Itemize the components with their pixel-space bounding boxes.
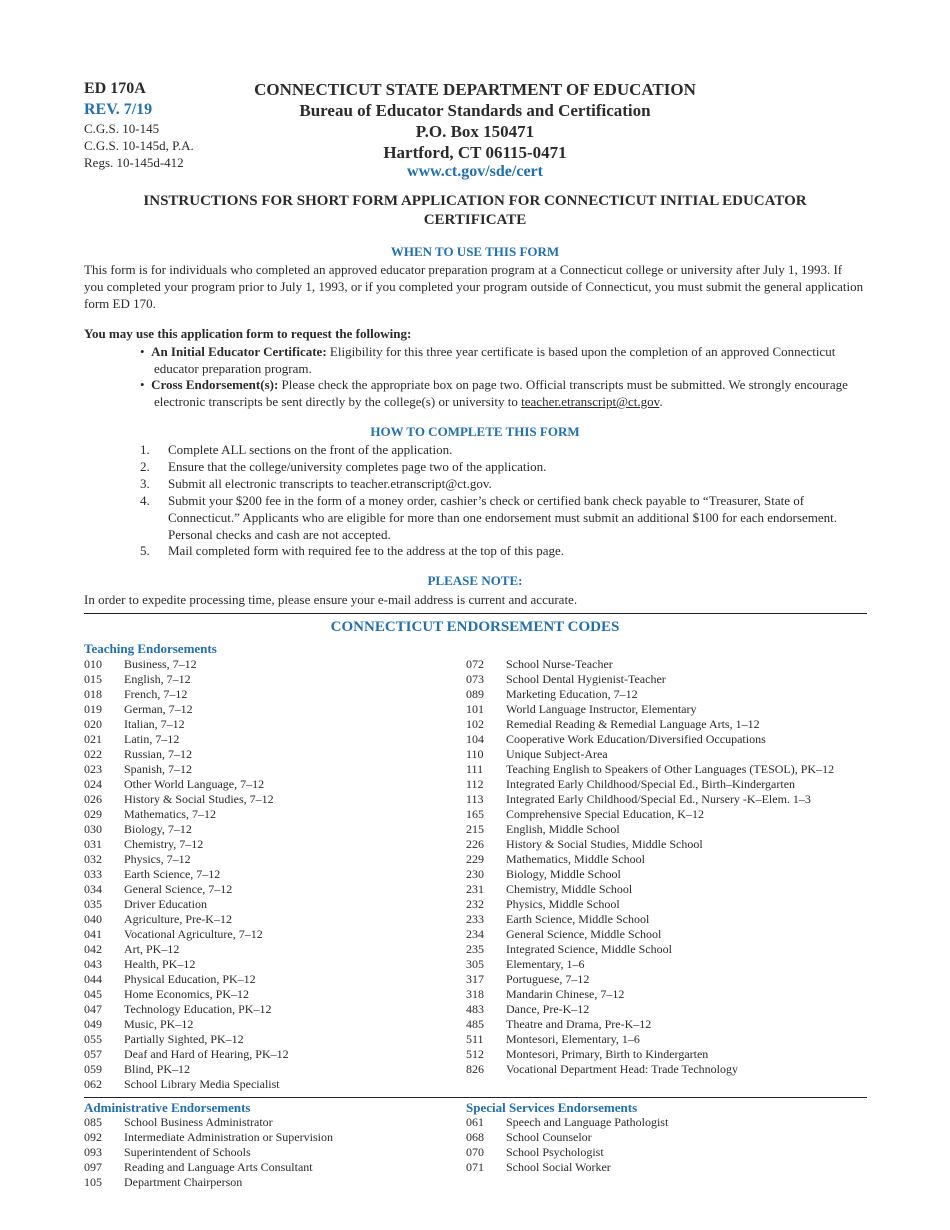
endorsement-row (466, 777, 834, 792)
endorsement-code: 073 (466, 672, 484, 686)
note-paragraph: In order to expedite processing time, please ensure your e-mail address is current and accurate. (84, 592, 578, 607)
endorsement-name: Comprehensive Special Education, K–12 (506, 807, 704, 821)
endorsement-name: General Science, 7–12 (124, 882, 233, 896)
endorsement-name: German, 7–12 (124, 702, 193, 716)
endorsement-row (466, 732, 834, 747)
endorsement-name: Remedial Reading & Remedial Language Arts, 1–12 (506, 717, 760, 731)
endorsement-name: Integrated Science, Middle School (506, 942, 672, 956)
endorsement-row (84, 777, 289, 792)
endorsement-row (466, 987, 834, 1002)
endorsement-row (84, 852, 289, 867)
endorsement-row (466, 1017, 834, 1032)
endorsement-row (84, 927, 289, 942)
endorsement-row (466, 747, 834, 762)
administrative-heading: Administrative Endorsements (84, 1100, 251, 1115)
endorsement-name: Biology, Middle School (506, 867, 621, 881)
city-address: Hartford, CT 06115-0471 (383, 143, 567, 162)
endorsement-code: 044 (84, 972, 102, 986)
endorsement-row (84, 792, 289, 807)
endorsement-row (466, 942, 834, 957)
endorsement-row (84, 987, 289, 1002)
website-link[interactable]: www.ct.gov/sde/cert (407, 163, 543, 180)
endorsement-code: 101 (466, 702, 484, 716)
endorsement-row (466, 822, 834, 837)
endorsement-code: 229 (466, 852, 484, 866)
endorsement-name: Mathematics, Middle School (506, 852, 645, 866)
endorsement-code: 318 (466, 987, 484, 1001)
endorsement-row (84, 672, 289, 687)
endorsement-row (84, 1062, 289, 1077)
endorsement-code: 019 (84, 702, 102, 716)
endorsement-name: Physics, 7–12 (124, 852, 191, 866)
endorsement-code: 112 (466, 777, 484, 791)
endorsement-code: 010 (84, 657, 102, 671)
statute-3: Regs. 10-145d-412 (84, 155, 184, 170)
endorsement-row (466, 762, 834, 777)
endorsement-code: 105 (84, 1175, 102, 1189)
endorsement-name: Montesori, Elementary, 1–6 (506, 1032, 640, 1046)
endorsement-code: 059 (84, 1062, 102, 1076)
endorsement-row (466, 867, 834, 882)
endorsement-name: Integrated Early Childhood/Special Ed., Birth–Kindergarten (506, 777, 796, 791)
endorsement-row (466, 717, 834, 732)
endorsement-row (466, 957, 834, 972)
endorsement-name: School Psychologist (506, 1145, 604, 1159)
po-box: P.O. Box 150471 (415, 122, 535, 141)
endorsement-name: School Library Media Specialist (124, 1077, 280, 1091)
endorsement-code: 234 (466, 927, 484, 941)
endorsement-code: 215 (466, 822, 484, 836)
teaching-list-right (466, 657, 834, 1077)
use-heading: You may use this application form to request the following: (84, 326, 412, 341)
endorsement-code: 826 (466, 1062, 484, 1076)
endorsement-name: History & Social Studies, Middle School (506, 837, 703, 851)
bullet-label: An Initial Educator Certificate: (151, 344, 327, 359)
statute-1: C.G.S. 10-145 (84, 121, 160, 136)
endorsement-row (466, 792, 834, 807)
teaching-list-left (84, 657, 289, 1092)
endorsement-code: 020 (84, 717, 102, 731)
endorsement-name: Reading and Language Arts Consultant (124, 1160, 313, 1174)
step-number: 5. (140, 543, 150, 558)
endorsement-name: Chemistry, Middle School (506, 882, 633, 896)
endorsement-row (84, 807, 289, 822)
teaching-heading: Teaching Endorsements (84, 641, 217, 656)
endorsement-name: World Language Instructor, Elementary (506, 702, 697, 716)
bullet-label: Cross Endorsement(s): (151, 377, 279, 392)
endorsement-code: 041 (84, 927, 102, 941)
endorsement-code: 024 (84, 777, 102, 791)
endorsement-code: 018 (84, 687, 102, 701)
how-heading: HOW TO COMPLETE THIS FORM (370, 424, 580, 439)
endorsement-code: 317 (466, 972, 484, 986)
endorsement-row (84, 837, 289, 852)
endorsement-name: Montesori, Primary, Birth to Kindergarten (506, 1047, 709, 1061)
endorsement-row (84, 702, 289, 717)
endorsement-name: Chemistry, 7–12 (124, 837, 204, 851)
page-title: INSTRUCTIONS FOR SHORT FORM APPLICATION FOR CONNECTICUT INITIAL EDUCATOR CERTIFICATE (143, 193, 807, 228)
endorsement-name: Art, PK–12 (124, 942, 180, 956)
endorsement-name: Italian, 7–12 (124, 717, 185, 731)
endorsement-row (84, 1032, 289, 1047)
transcript-email-link[interactable]: teacher.etranscript@ct.gov (521, 394, 660, 409)
divider (84, 613, 867, 614)
note-heading: PLEASE NOTE: (427, 573, 523, 588)
endorsement-code: 093 (84, 1145, 102, 1159)
endorsement-code: 022 (84, 747, 102, 761)
department-name: CONNECTICUT STATE DEPARTMENT OF EDUCATION (254, 80, 696, 99)
endorsement-code: 026 (84, 792, 102, 806)
special-services-list (466, 1115, 668, 1175)
endorsement-code: 043 (84, 957, 102, 971)
endorsement-code: 113 (466, 792, 484, 806)
endorsement-code: 029 (84, 807, 102, 821)
endorsement-code: 045 (84, 987, 102, 1001)
endorsement-name: Teaching English to Speakers of Other Languages (TESOL), PK–12 (506, 762, 835, 776)
endorsement-code: 097 (84, 1160, 102, 1174)
endorsement-code: 233 (466, 912, 484, 926)
endorsement-name: Partially Sighted, PK–12 (124, 1032, 244, 1046)
endorsement-code: 110 (466, 747, 484, 761)
endorsement-name: Agriculture, Pre-K–12 (124, 912, 232, 926)
endorsement-row (84, 882, 289, 897)
endorsement-name: Business, 7–12 (124, 657, 197, 671)
endorsement-name: Theatre and Drama, Pre-K–12 (506, 1017, 652, 1031)
endorsement-name: English, Middle School (506, 822, 620, 836)
endorsement-name: Russian, 7–12 (124, 747, 193, 761)
endorsement-name: Speech and Language Pathologist (506, 1115, 669, 1129)
endorsement-code: 040 (84, 912, 102, 926)
endorsement-code: 032 (84, 852, 102, 866)
endorsement-row (466, 852, 834, 867)
endorsement-code: 070 (466, 1145, 484, 1159)
endorsement-name: School Nurse-Teacher (506, 657, 613, 671)
step-number: 4. (140, 493, 150, 508)
special-services-heading: Special Services Endorsements (466, 1100, 638, 1115)
endorsement-name: History & Social Studies, 7–12 (124, 792, 274, 806)
endorsement-code: 092 (84, 1130, 102, 1144)
endorsement-name: Physical Education, PK–12 (124, 972, 256, 986)
endorsement-row (466, 657, 834, 672)
endorsement-row (84, 1145, 333, 1160)
form-id: ED 170A (84, 80, 146, 97)
endorsement-row (466, 672, 834, 687)
endorsement-name: Spanish, 7–12 (124, 762, 193, 776)
endorsement-code: 230 (466, 867, 484, 881)
endorsement-name: Health, PK–12 (124, 957, 196, 971)
endorsement-name: Portuguese, 7–12 (506, 972, 590, 986)
endorsement-code: 232 (466, 897, 484, 911)
endorsement-code: 047 (84, 1002, 102, 1016)
endorsement-row (466, 927, 834, 942)
endorsement-code: 483 (466, 1002, 484, 1016)
endorsement-code: 305 (466, 957, 484, 971)
step-4 (140, 492, 860, 543)
revision: REV. 7/19 (84, 101, 153, 118)
endorsement-code: 165 (466, 807, 484, 821)
endorsement-code: 511 (466, 1032, 484, 1046)
endorsement-row (84, 897, 289, 912)
endorsement-code: 042 (84, 942, 102, 956)
endorsement-name: Unique Subject-Area (506, 747, 608, 761)
step-2 (140, 458, 860, 475)
endorsement-name: Other World Language, 7–12 (124, 777, 265, 791)
endorsement-row (466, 912, 834, 927)
endorsement-row (84, 732, 289, 747)
endorsement-code: 030 (84, 822, 102, 836)
endorsement-name: Vocational Agriculture, 7–12 (124, 927, 263, 941)
endorsement-row (466, 1032, 834, 1047)
endorsement-name: Cooperative Work Education/Diversified Occupations (506, 732, 766, 746)
endorsement-code: 231 (466, 882, 484, 896)
endorsement-row (466, 1145, 668, 1160)
step-5 (140, 542, 860, 559)
endorsement-name: French, 7–12 (124, 687, 188, 701)
bullet-cross-endorsement: • Cross Endorsement(s): Please check the appropriate box on page two. Official transcripts must be submitted. We strongly encourage electronic transcripts be sent directly by the college(s) or university to teacher.etranscript@ct.gov. (140, 377, 848, 409)
endorsement-name: School Counselor (506, 1130, 592, 1144)
endorsement-row (84, 822, 289, 837)
endorsement-code: 035 (84, 897, 102, 911)
endorsement-code: 226 (466, 837, 484, 851)
endorsement-row (84, 957, 289, 972)
endorsement-code: 021 (84, 732, 102, 746)
endorsement-row (466, 1160, 668, 1175)
endorsement-row (84, 687, 289, 702)
divider (84, 1097, 867, 1098)
endorsement-row (466, 882, 834, 897)
endorsement-name: Earth Science, Middle School (506, 912, 650, 926)
administrative-list (84, 1115, 333, 1190)
bullet-end: . (659, 394, 663, 409)
endorsement-row (466, 897, 834, 912)
endorsement-code: 072 (466, 657, 484, 671)
endorsement-name: Integrated Early Childhood/Special Ed., Nursery -K–Elem. 1–3 (506, 792, 811, 806)
endorsement-row (84, 1115, 333, 1130)
endorsement-name: Mathematics, 7–12 (124, 807, 216, 821)
endorsement-row (84, 1017, 289, 1032)
endorsement-code: 015 (84, 672, 102, 686)
endorsement-code: 033 (84, 867, 102, 881)
step-number: 3. (140, 476, 150, 491)
endorsement-row (466, 1047, 834, 1062)
endorsement-code: 057 (84, 1047, 102, 1061)
endorsement-code: 102 (466, 717, 484, 731)
endorsement-code: 111 (466, 762, 484, 776)
endorsement-row (84, 657, 289, 672)
step-text: Ensure that the college/university completes page two of the application. (168, 459, 547, 474)
endorsement-name: Superintendent of Schools (124, 1145, 251, 1159)
endorsement-name: School Dental Hygienist-Teacher (506, 672, 666, 686)
when-heading: WHEN TO USE THIS FORM (390, 244, 560, 259)
endorsement-name: Earth Science, 7–12 (124, 867, 221, 881)
endorsement-row (84, 1130, 333, 1145)
endorsement-code: 512 (466, 1047, 484, 1061)
endorsement-row (84, 762, 289, 777)
endorsement-row (466, 702, 834, 717)
endorsement-row (466, 807, 834, 822)
endorsement-row (84, 942, 289, 957)
bureau-name: Bureau of Educator Standards and Certification (299, 101, 651, 120)
when-paragraph: This form is for individuals who completed an approved educator preparation program at a Connecticut college or university after July 1, 1993. If you completed your program prior to July 1, 1993, or if you completed your program outside of Connecticut, you must submit the general application form ED 170. (84, 262, 864, 311)
bullet-text: Eligibility for this three year certificate is based upon the completion of an approved Connecticut educator preparation program. (154, 344, 836, 376)
endorsement-row (84, 1175, 333, 1190)
codes-heading: CONNECTICUT ENDORSEMENT CODES (330, 619, 620, 635)
endorsement-row (84, 1002, 289, 1017)
endorsement-row (84, 1077, 289, 1092)
step-3 (140, 475, 860, 492)
endorsement-row (84, 972, 289, 987)
endorsement-name: Deaf and Hard of Hearing, PK–12 (124, 1047, 289, 1061)
endorsement-row (84, 1160, 333, 1175)
bullet-initial-certificate: • An Initial Educator Certificate: Eligibility for this three year certificate is based upon the completion of an approved Connecticut educator preparation program. (140, 344, 836, 376)
endorsement-code: 068 (466, 1130, 484, 1144)
endorsement-row (466, 1115, 668, 1130)
endorsement-name: Physics, Middle School (506, 897, 620, 911)
endorsement-name: Marketing Education, 7–12 (506, 687, 638, 701)
endorsement-row (466, 687, 834, 702)
step-number: 2. (140, 459, 150, 474)
endorsement-name: Latin, 7–12 (124, 732, 180, 746)
endorsement-name: Technology Education, PK–12 (124, 1002, 272, 1016)
endorsement-code: 104 (466, 732, 484, 746)
endorsement-row (84, 1047, 289, 1062)
endorsement-code: 061 (466, 1115, 484, 1129)
endorsement-row (466, 1130, 668, 1145)
endorsement-row (466, 837, 834, 852)
endorsement-name: Biology, 7–12 (124, 822, 192, 836)
endorsement-code: 023 (84, 762, 102, 776)
endorsement-row (84, 717, 289, 732)
step-1 (140, 441, 860, 458)
endorsement-code: 089 (466, 687, 484, 701)
endorsement-name: English, 7–12 (124, 672, 191, 686)
endorsement-row (466, 1002, 834, 1017)
endorsement-name: Mandarin Chinese, 7–12 (506, 987, 625, 1001)
step-text: Mail completed form with required fee to the address at the top of this page. (168, 543, 565, 558)
endorsement-row (84, 867, 289, 882)
endorsement-name: Department Chairperson (124, 1175, 243, 1189)
endorsement-name: Music, PK–12 (124, 1017, 194, 1031)
endorsement-code: 071 (466, 1160, 484, 1174)
endorsement-name: Driver Education (124, 897, 207, 911)
bullet-text: Please check the appropriate box on page two. Official transcripts must be submitted. We strongly encourage electronic transcripts be sent directly by the college(s) or university to (154, 377, 848, 409)
endorsement-code: 049 (84, 1017, 102, 1031)
endorsement-code: 235 (466, 942, 484, 956)
endorsement-code: 062 (84, 1077, 102, 1091)
endorsement-name: Elementary, 1–6 (506, 957, 585, 971)
endorsement-row (466, 972, 834, 987)
step-text: Submit your $200 fee in the form of a money order, cashier’s check or certified bank check payable to “Treasurer, State of Connecticut.” Applicants who are eligible for more than one endorsement must submit an additional $100 for each endorsement. Personal checks and cash are not accepted. (168, 493, 837, 542)
endorsement-row (84, 747, 289, 762)
step-text: Complete ALL sections on the front of the application. (168, 442, 453, 457)
endorsement-code: 055 (84, 1032, 102, 1046)
step-text: Submit all electronic transcripts to teacher.etranscript@ct.gov. (168, 476, 492, 491)
endorsement-code: 031 (84, 837, 102, 851)
step-number: 1. (140, 442, 150, 457)
endorsement-row (466, 1062, 834, 1077)
endorsement-name: Vocational Department Head: Trade Technology (506, 1062, 738, 1076)
endorsement-code: 085 (84, 1115, 102, 1129)
endorsement-code: 034 (84, 882, 102, 896)
endorsement-name: Home Economics, PK–12 (124, 987, 249, 1001)
endorsement-name: Blind, PK–12 (124, 1062, 191, 1076)
endorsement-row (84, 912, 289, 927)
endorsement-name: Dance, Pre-K–12 (506, 1002, 590, 1016)
endorsement-code: 485 (466, 1017, 484, 1031)
endorsement-name: General Science, Middle School (506, 927, 662, 941)
statute-2: C.G.S. 10-145d, P.A. (84, 138, 194, 153)
endorsement-name: Intermediate Administration or Supervision (124, 1130, 333, 1144)
endorsement-name: School Business Administrator (124, 1115, 273, 1129)
endorsement-name: School Social Worker (506, 1160, 611, 1174)
